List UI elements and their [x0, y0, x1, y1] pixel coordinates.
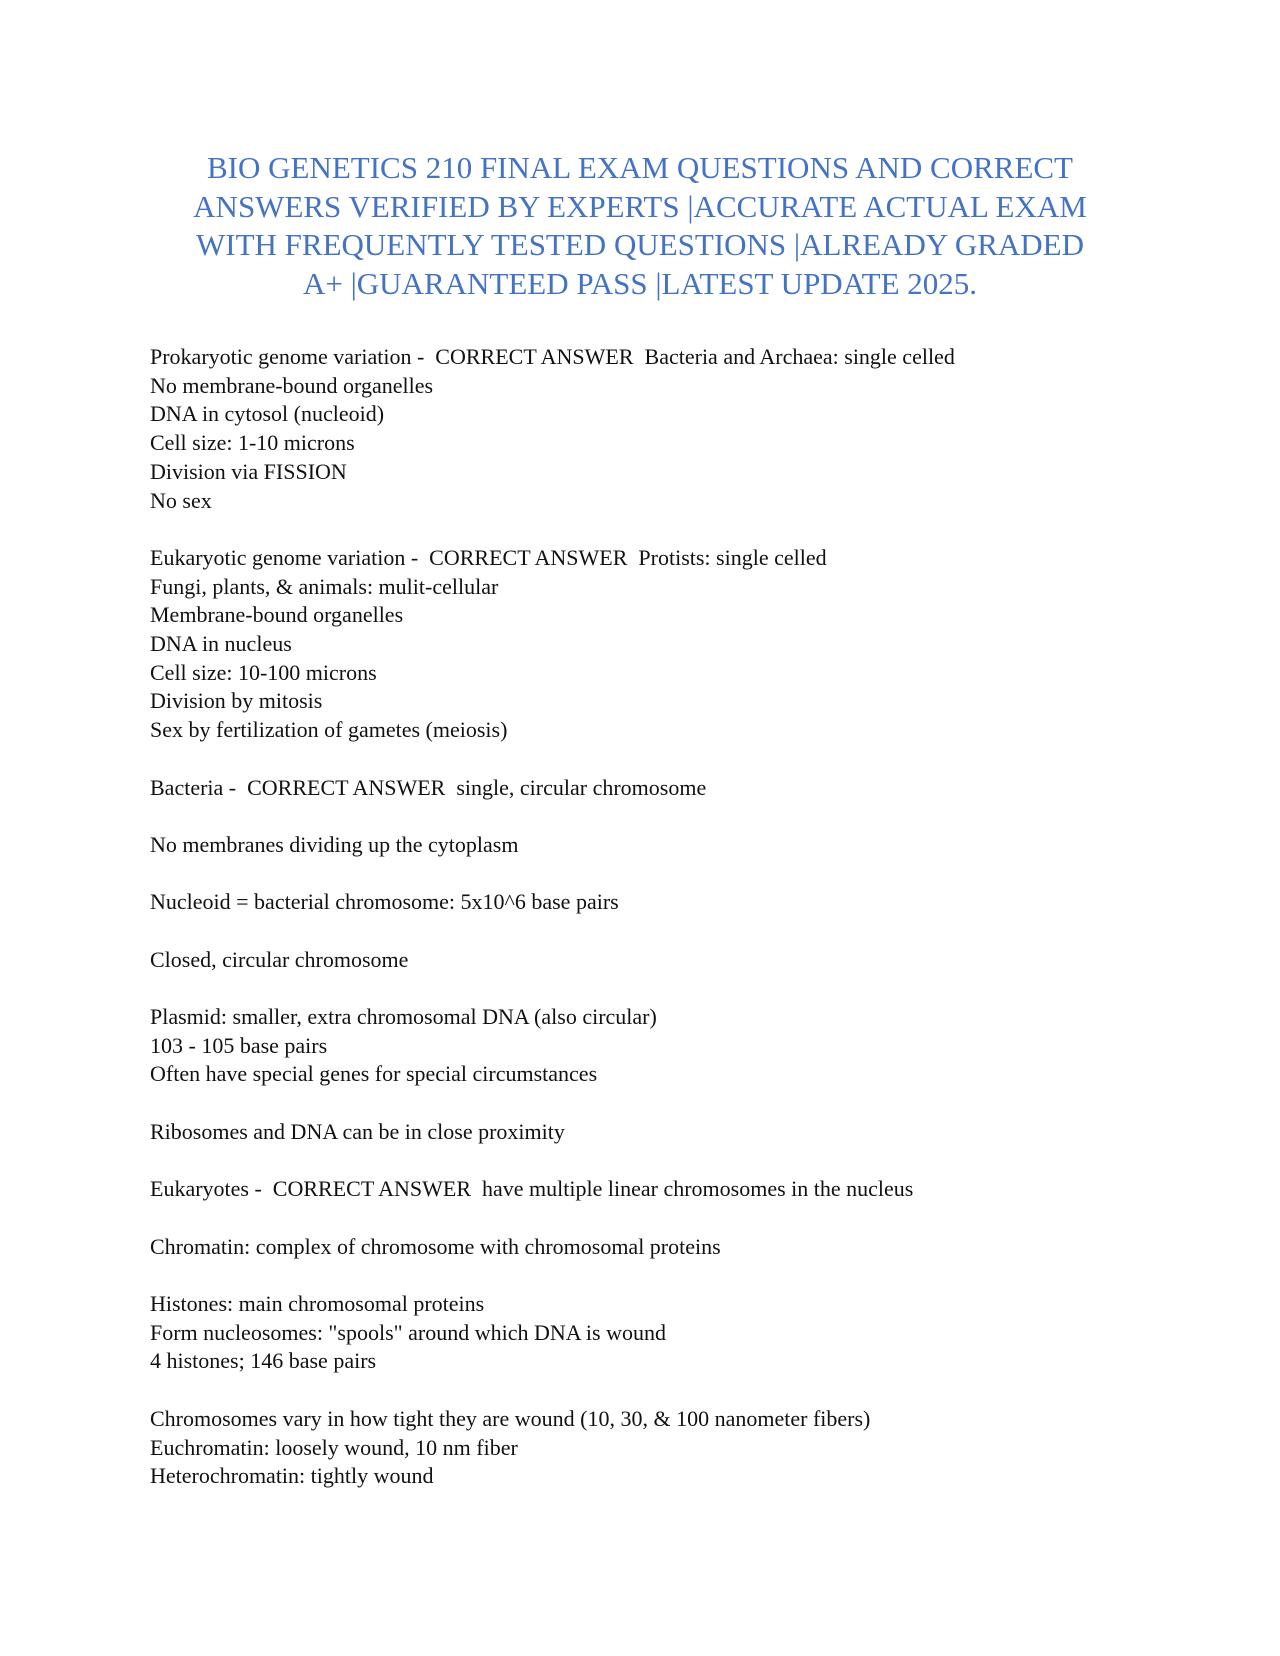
text-line: Nucleoid = bacterial chromosome: 5x10^6 base pairs [150, 889, 619, 915]
text-line: Chromosomes vary in how tight they are wound (10, 30, & 100 nanometer fibers) [150, 1405, 871, 1431]
title-line: BIO GENETICS 210 FINAL EXAM QUESTIONS AND CORRECT [206, 150, 1073, 185]
blank-line [150, 1089, 1150, 1118]
text-line: Closed, circular chromosome [150, 946, 409, 972]
text-line: Cell size: 10-100 microns [150, 659, 377, 685]
text-line: No membranes dividing up the cytoplasm [150, 831, 519, 857]
blank-line [150, 917, 1150, 946]
text-line: Eukaryotes - CORRECT ANSWER have multiple linear chromosomes in the nucleus [150, 1176, 914, 1202]
title-line: WITH FREQUENTLY TESTED QUESTIONS |ALREADY GRADED [196, 227, 1084, 262]
text-line: Sex by fertilization of gametes (meiosis) [150, 717, 508, 743]
blank-line [150, 1147, 1150, 1176]
document-body [150, 343, 1150, 1491]
text-line: Division via FISSION [150, 458, 347, 484]
blank-line [150, 1261, 1150, 1290]
blank-line [150, 745, 1150, 774]
text-line: Often have special genes for special circumstances [150, 1061, 598, 1087]
title-line: A+ |GUARANTEED PASS |LATEST UPDATE 2025. [302, 265, 978, 301]
text-line: Membrane-bound organelles [150, 602, 404, 628]
text-line: Division by mitosis [150, 688, 323, 714]
blank-line [150, 974, 1150, 1003]
document-title [130, 149, 1150, 303]
text-line: DNA in nucleus [150, 631, 292, 657]
blank-line [150, 1376, 1150, 1405]
text-line: 4 histones; 146 base pairs [150, 1348, 377, 1374]
text-line: Cell size: 1-10 microns [150, 430, 355, 456]
blank-line [150, 860, 1150, 889]
text-line: 103 - 105 base pairs [150, 1032, 328, 1058]
text-line: No membrane-bound organelles [150, 372, 434, 398]
text-line: No sex [150, 487, 212, 513]
blank-line [150, 802, 1150, 831]
text-line: DNA in cytosol (nucleoid) [150, 401, 385, 427]
text-line: Fungi, plants, & animals: mulit-cellular [150, 573, 499, 599]
blank-line [150, 1204, 1150, 1233]
text-line: Heterochromatin: tightly wound [150, 1463, 434, 1489]
blank-line [150, 515, 1150, 544]
text-line: Bacteria - CORRECT ANSWER single, circular chromosome [150, 774, 707, 800]
text-line: Ribosomes and DNA can be in close proximity [150, 1118, 565, 1144]
text-line: Prokaryotic genome variation - CORRECT ANSWER Bacteria and Archaea: single celled [150, 344, 955, 369]
text-line: Eukaryotic genome variation - CORRECT ANSWER Protists: single celled [150, 544, 827, 570]
title-line: ANSWERS VERIFIED BY EXPERTS |ACCURATE ACTUAL EXAM [193, 188, 1087, 224]
text-line: Euchromatin: loosely wound, 10 nm fiber [150, 1434, 518, 1460]
text-line: Histones: main chromosomal proteins [150, 1291, 485, 1317]
text-line: Form nucleosomes: "spools" around which DNA is wound [150, 1319, 666, 1345]
text-line: Chromatin: complex of chromosome with chromosomal proteins [150, 1233, 721, 1259]
text-line: Plasmid: smaller, extra chromosomal DNA (also circular) [150, 1004, 657, 1030]
